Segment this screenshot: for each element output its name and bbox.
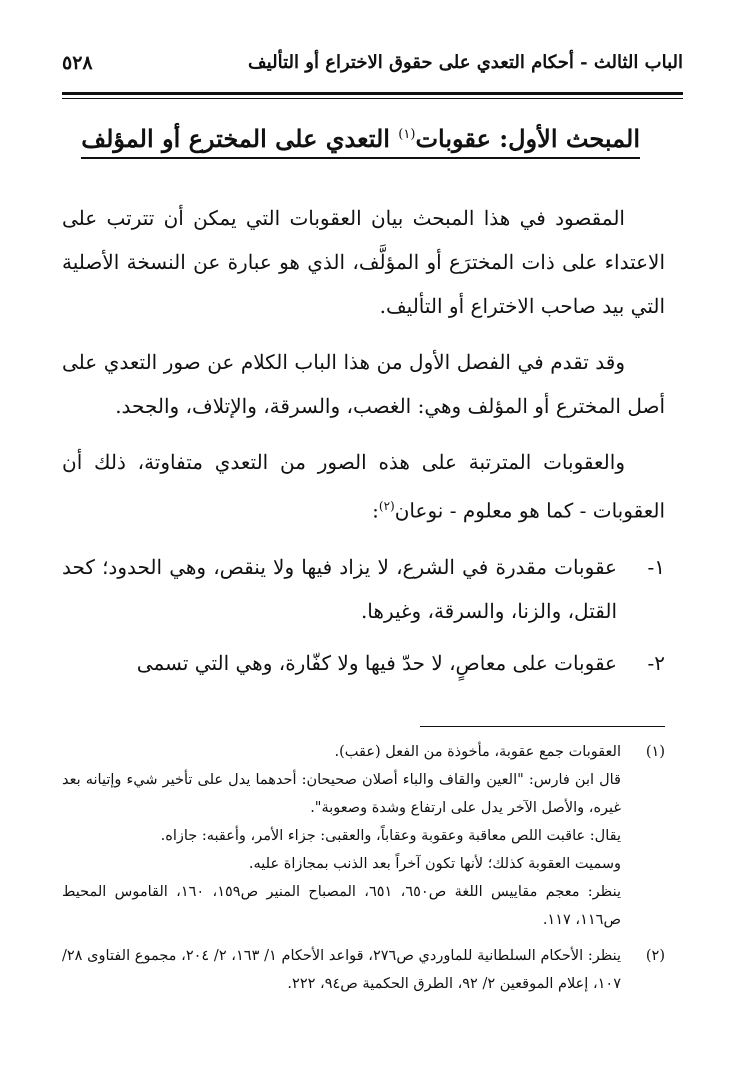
footnote-line: قال ابن فارس: "العين والقاف والباء أصلان صحيحان: أحدهما يدل على تأخير شيء وإتيانه بعد غيره، والأصل الآخر يدل على ارتفاع وشدة وصعوبة". — [62, 772, 621, 816]
footnote-1 — [62, 738, 665, 934]
list-item-number: ١- — [647, 554, 665, 579]
footnote-number: (٢) — [645, 948, 665, 964]
footnote-line: العقوبات جمع عقوبة، مأخوذة من الفعل (عقب). — [334, 744, 621, 760]
running-header — [62, 48, 683, 86]
footnote-line: ينظر: معجم مقاييس اللغة ص٦٥٠، ٦٥١، المصباح المنير ص١٥٩، ١٦٠، القاموس المحيط ص١١٦، ١١٧. — [62, 884, 621, 928]
list-item-text: عقوبات مقدرة في الشرع، لا يزاد فيها ولا ينقص، وهي الحدود؛ كحد القتل، والزنا، والسرقة، وغيرها. — [62, 554, 617, 623]
paragraph-2: وقد تقدم في الفصل الأول من هذا الباب الكلام عن صور التعدي على أصل المخترع أو المؤلف وهي: الغصب، والسرقة، والإتلاف، والجحد. — [62, 350, 665, 418]
footnote-number: (١) — [645, 744, 665, 760]
page-number: ٥٢٨ — [62, 52, 93, 74]
list-item-1 — [62, 545, 665, 633]
paragraph-3-colon: : — [372, 498, 379, 523]
footnotes — [62, 738, 665, 1006]
heading-text-end: التعدي على المخترع أو المؤلف — [81, 124, 399, 153]
heading-text-start: المبحث الأول: عقوبات — [415, 124, 640, 153]
list-item-number: ٢- — [647, 650, 665, 675]
paragraph-3-text: والعقوبات المترتبة على هذه الصور من التعدي متفاوتة، ذلك أن العقوبات - كما هو معلوم - نوعان — [62, 450, 665, 523]
footnote-body — [62, 942, 621, 998]
footnote-line: يقال: عاقبت اللص معاقبة وعقوبة وعقاباً، والعقبى: جزاء الأمر، وأعقبه: جازاه. — [160, 828, 621, 844]
heading-footnote-ref[interactable]: (١) — [398, 127, 416, 142]
footnote-2 — [62, 942, 665, 998]
footnote-line: وسميت العقوبة كذلك؛ لأنها تكون آخراً بعد الذنب بمجازاة عليه. — [248, 856, 621, 872]
list-item-2 — [62, 641, 665, 685]
paragraph-3 — [62, 440, 665, 533]
paragraph-3-footnote-ref[interactable]: (٢) — [378, 499, 395, 513]
footnote-separator — [420, 726, 665, 727]
chapter-title: الباب الثالث - أحكام التعدي على حقوق الاختراع أو التأليف — [248, 52, 683, 73]
paragraph-1: المقصود في هذا المبحث بيان العقوبات التي يمكن أن تترتب على الاعتداء على ذات المخترَع أو المؤلَّف، الذي هو عبارة عن النسخة الأصلية التي بيد صاحب الاختراع أو التأليف. — [62, 206, 665, 318]
section-heading — [81, 124, 640, 159]
header-rule-thin — [62, 98, 683, 99]
footnote-body — [62, 738, 621, 934]
main-text — [62, 196, 665, 693]
footnote-line: ينظر: الأحكام السلطانية للماوردي ص٢٧٦، قواعد الأحكام ١/ ١٦٣، ٢/ ٢٠٤، مجموع الفتاوى ٢٨/ ١٠٧، إعلام الموقعين ٢/ ٩٢، الطرق الحكمية ص٩٤، ٢٢٢. — [62, 948, 622, 992]
list-item-text: عقوبات على معاصٍ، لا حدّ فيها ولا كفّارة، وهي التي تسمى — [136, 650, 617, 675]
header-rule-thick — [62, 92, 683, 95]
